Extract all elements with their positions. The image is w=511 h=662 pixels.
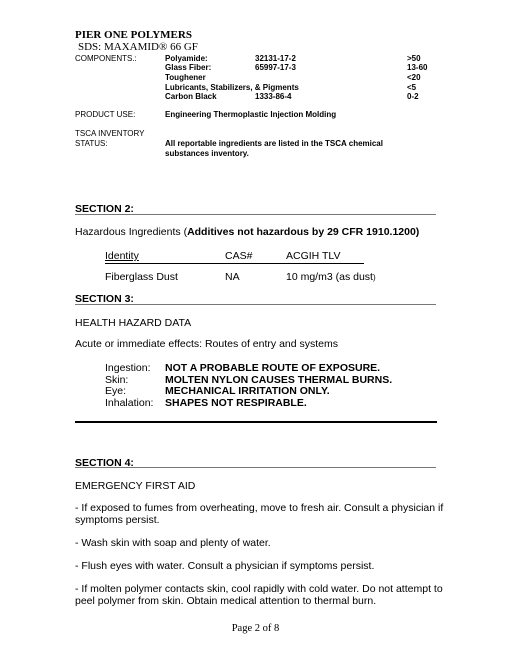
row-tlv bbox=[286, 271, 376, 284]
tsca-value-cont: substances inventory. bbox=[165, 149, 249, 158]
hazard-heading bbox=[75, 226, 419, 239]
component-name: Glass Fiber: bbox=[165, 63, 212, 72]
tsca-value: All reportable ingredients are listed in the TSCA chemical bbox=[165, 139, 383, 148]
first-aid-eyes: - Flush eyes with water. Consult a physician if symptoms persist. bbox=[75, 560, 375, 572]
hazard-prefix: Hazardous Ingredients ( bbox=[75, 226, 188, 238]
route-value: MECHANICAL IRRITATION ONLY. bbox=[165, 385, 330, 397]
page-number: Page 2 of 8 bbox=[231, 623, 280, 634]
component-pct: >50 bbox=[407, 54, 421, 63]
first-aid-heading: EMERGENCY FIRST AID bbox=[75, 480, 196, 492]
component-cas: 65997-17-3 bbox=[255, 63, 296, 72]
col-cas: CAS# bbox=[225, 250, 253, 262]
first-aid-molten: - If molten polymer contacts skin, cool rapidly with cold water. Do not attempt to bbox=[75, 583, 443, 595]
route-label: Ingestion: bbox=[105, 362, 151, 374]
route-value: SHAPES NOT RESPIRABLE. bbox=[165, 397, 307, 409]
component-pct: 0-2 bbox=[407, 92, 419, 101]
route-value: NOT A PROBABLE ROUTE OF EXPOSURE. bbox=[165, 362, 381, 374]
route-label: Inhalation: bbox=[105, 397, 154, 409]
component-name: Toughener bbox=[165, 73, 206, 82]
tsca-status-label: STATUS: bbox=[75, 139, 108, 148]
section-3-title: SECTION 3: bbox=[75, 293, 134, 305]
section-4-rule bbox=[75, 467, 436, 468]
product-use-label: PRODUCT USE: bbox=[75, 110, 136, 119]
component-name: Polyamide: bbox=[165, 54, 208, 63]
tsca-label: TSCA INVENTORY bbox=[75, 129, 145, 138]
section-3-rule bbox=[75, 304, 436, 305]
row-cas: NA bbox=[225, 271, 240, 283]
components-label: COMPONENTS.: bbox=[75, 54, 137, 63]
health-hazard-heading: HEALTH HAZARD DATA bbox=[75, 317, 192, 329]
section-4-title: SECTION 4: bbox=[75, 457, 134, 469]
effects-text: Acute or immediate effects: Routes of entry and systems bbox=[75, 338, 339, 350]
row-tlv-paren: ) bbox=[372, 273, 376, 282]
row-tlv-value: 10 mg/m3 (as dust bbox=[286, 271, 373, 283]
section-2-title: SECTION 2: bbox=[75, 203, 134, 215]
component-pct: <5 bbox=[407, 83, 417, 92]
component-name: Carbon Black bbox=[165, 92, 217, 101]
component-name: Lubricants, Stabilizers, & Pigments bbox=[165, 83, 299, 92]
company-name: PIER ONE POLYMERS bbox=[75, 29, 192, 41]
component-pct: <20 bbox=[407, 73, 421, 82]
hazard-bold: Additives not hazardous by 29 CFR 1910.1200) bbox=[187, 226, 420, 238]
section-3-end-rule bbox=[75, 421, 437, 423]
first-aid-molten-cont: peel polymer from skin. Obtain medical attention to thermal burn. bbox=[75, 595, 377, 607]
section-2-rule bbox=[75, 214, 436, 215]
route-value: MOLTEN NYLON CAUSES THERMAL BURNS. bbox=[165, 374, 393, 386]
route-label: Eye: bbox=[105, 385, 127, 397]
table-header-rule bbox=[105, 263, 364, 264]
col-tlv: ACGIH TLV bbox=[286, 250, 341, 262]
first-aid-skin: - Wash skin with soap and plenty of water. bbox=[75, 537, 271, 549]
product-use-value: Engineering Thermoplastic Injection Molding bbox=[165, 110, 337, 119]
first-aid-fumes: - If exposed to fumes from overheating, move to fresh air. Consult a physician if bbox=[75, 502, 444, 514]
col-identity: Identity bbox=[105, 250, 139, 262]
component-cas: 32131-17-2 bbox=[255, 54, 296, 63]
sds-title: SDS: MAXAMID® 66 GF bbox=[78, 41, 198, 53]
route-label: Skin: bbox=[105, 374, 129, 386]
first-aid-fumes-cont: symptoms persist. bbox=[75, 514, 160, 526]
component-pct: 13-60 bbox=[407, 63, 428, 72]
component-cas: 1333-86-4 bbox=[255, 92, 292, 101]
row-identity: Fiberglass Dust bbox=[105, 271, 178, 283]
